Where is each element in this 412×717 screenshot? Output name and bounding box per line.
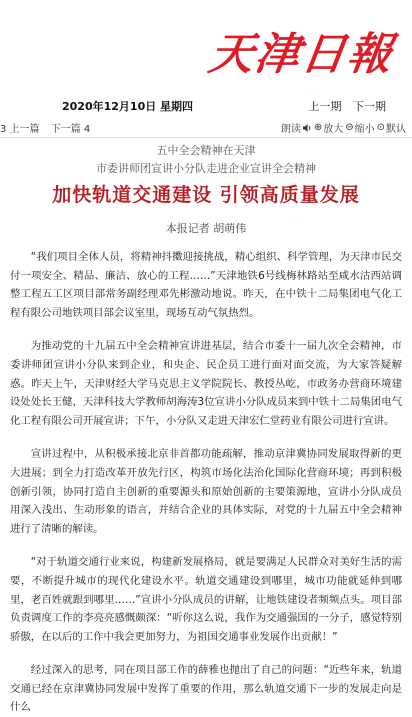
divider	[0, 137, 412, 138]
article-nav	[0, 120, 98, 135]
next-article-link[interactable]: 下一篇 4	[50, 124, 91, 135]
prev-article-link[interactable]: 3 上一篇	[0, 124, 40, 135]
prev-issue-link[interactable]: 上一期	[308, 100, 342, 113]
dateline-bar	[0, 96, 412, 114]
default-size-button[interactable]	[377, 120, 406, 135]
read-aloud-label: 朗读	[280, 124, 301, 135]
article-title: 加快轨道交通建设 引领高质量发展	[52, 184, 360, 206]
reading-controls	[281, 120, 406, 135]
issue-nav	[301, 98, 387, 114]
article-body	[10, 248, 402, 714]
zoom-in-label: 放大	[323, 124, 344, 135]
reading-toolbar	[0, 118, 412, 134]
article-paragraph: 宣讲过程中，从积极承接北京非首都功能疏解，推动京津冀协同发展取得新的更大进展；到全力打造改革开放先行区，构筑市场化法治化国际化营商环境；再到积极创新引领，协同打造自主创新的重要源头和原始创新的主要策源地，宣讲小分队成员用深入浅出、生动形象的语言，并结合企业的具体实际，对党的十九届五中全会精神进行了清晰的解读。	[10, 448, 402, 535]
zoom-out-icon: ⊖	[345, 122, 354, 133]
zoom-out-label: 缩小	[354, 124, 375, 135]
default-size-label: 默认	[386, 124, 406, 135]
article-paragraph: 为推动党的十九届五中全会精神宣讲进基层，结合市委十一届九次全会精神，市委讲师团宣讲小分队来到企业，和央企、民企员工进行面对面交流，为大家答疑解惑。昨天上午，天津财经大学马克思主义学院院长、教授丛屹，市政务办营商环境建设处处长王健，天津科技大学教师胡海涛3位宣讲小分队成员来到中铁十二局集团电气化工程有限公司开展宣讲；下午，小分队又走进天津宏仁堂药业有限公司进行宣讲。	[10, 340, 402, 427]
zoom-out-button[interactable]	[345, 120, 374, 135]
article-paragraph: “对于轨道交通行业来说，构建新发展格局，就是要满足人民群众对美好生活的需要，不断提升城市的现代化建设水平。轨道交通建设到哪里，城市功能就延伸到哪里，老百姓就跟到哪里……”宣讲小分队成员的讲解，让地铁建设者频频点头。项目部负责调度工作的李亮亮感慨颇深：“听你这么说，我作为交通强国的一分子，感觉特别骄傲，在以后的工作中我会更加努力，为祖国交通事业发展作出贡献！”	[10, 556, 402, 643]
newspaper-logo: 天津日報	[205, 29, 397, 80]
next-issue-link[interactable]: 下一期	[353, 100, 386, 113]
article-subkicker: 市委讲师团宣讲小分队走进企业宣讲全会精神	[96, 162, 316, 175]
article-byline: 本报记者 胡萌伟	[165, 222, 247, 235]
article-kicker: 五中全会精神在天津	[156, 144, 256, 157]
speaker-icon	[302, 123, 312, 133]
zoom-in-icon: ⊕	[313, 122, 323, 133]
read-aloud-button[interactable]	[281, 120, 312, 135]
zoom-in-button[interactable]	[314, 120, 343, 135]
article-paragraph: 经过深入的思考，同在项目部工作的薛雅也抛出了自己的问题：“近些年来，轨道交通已经在京津冀协同发展中发挥了重要的作用，那么轨道交通下一步的发展走向是什么	[10, 664, 402, 714]
masthead	[0, 0, 412, 90]
article-paragraph: “我们项目全体人员，将精神抖擞迎接挑战，精心组织、科学管理，为天津市民交付一项安全、精品、廉洁、放心的工程……”天津地铁6号线梅林路站至咸水沽西站调整工程五工区项目部常务副经理邓先彬激动地说。昨天，在中铁十二局集团电气化工程有限公司地铁项目部会议室里，现场互动气氛热烈。	[10, 251, 402, 319]
issue-date: 2020年12月10日 星期四	[62, 100, 194, 113]
reset-icon: ⊙	[376, 122, 385, 133]
